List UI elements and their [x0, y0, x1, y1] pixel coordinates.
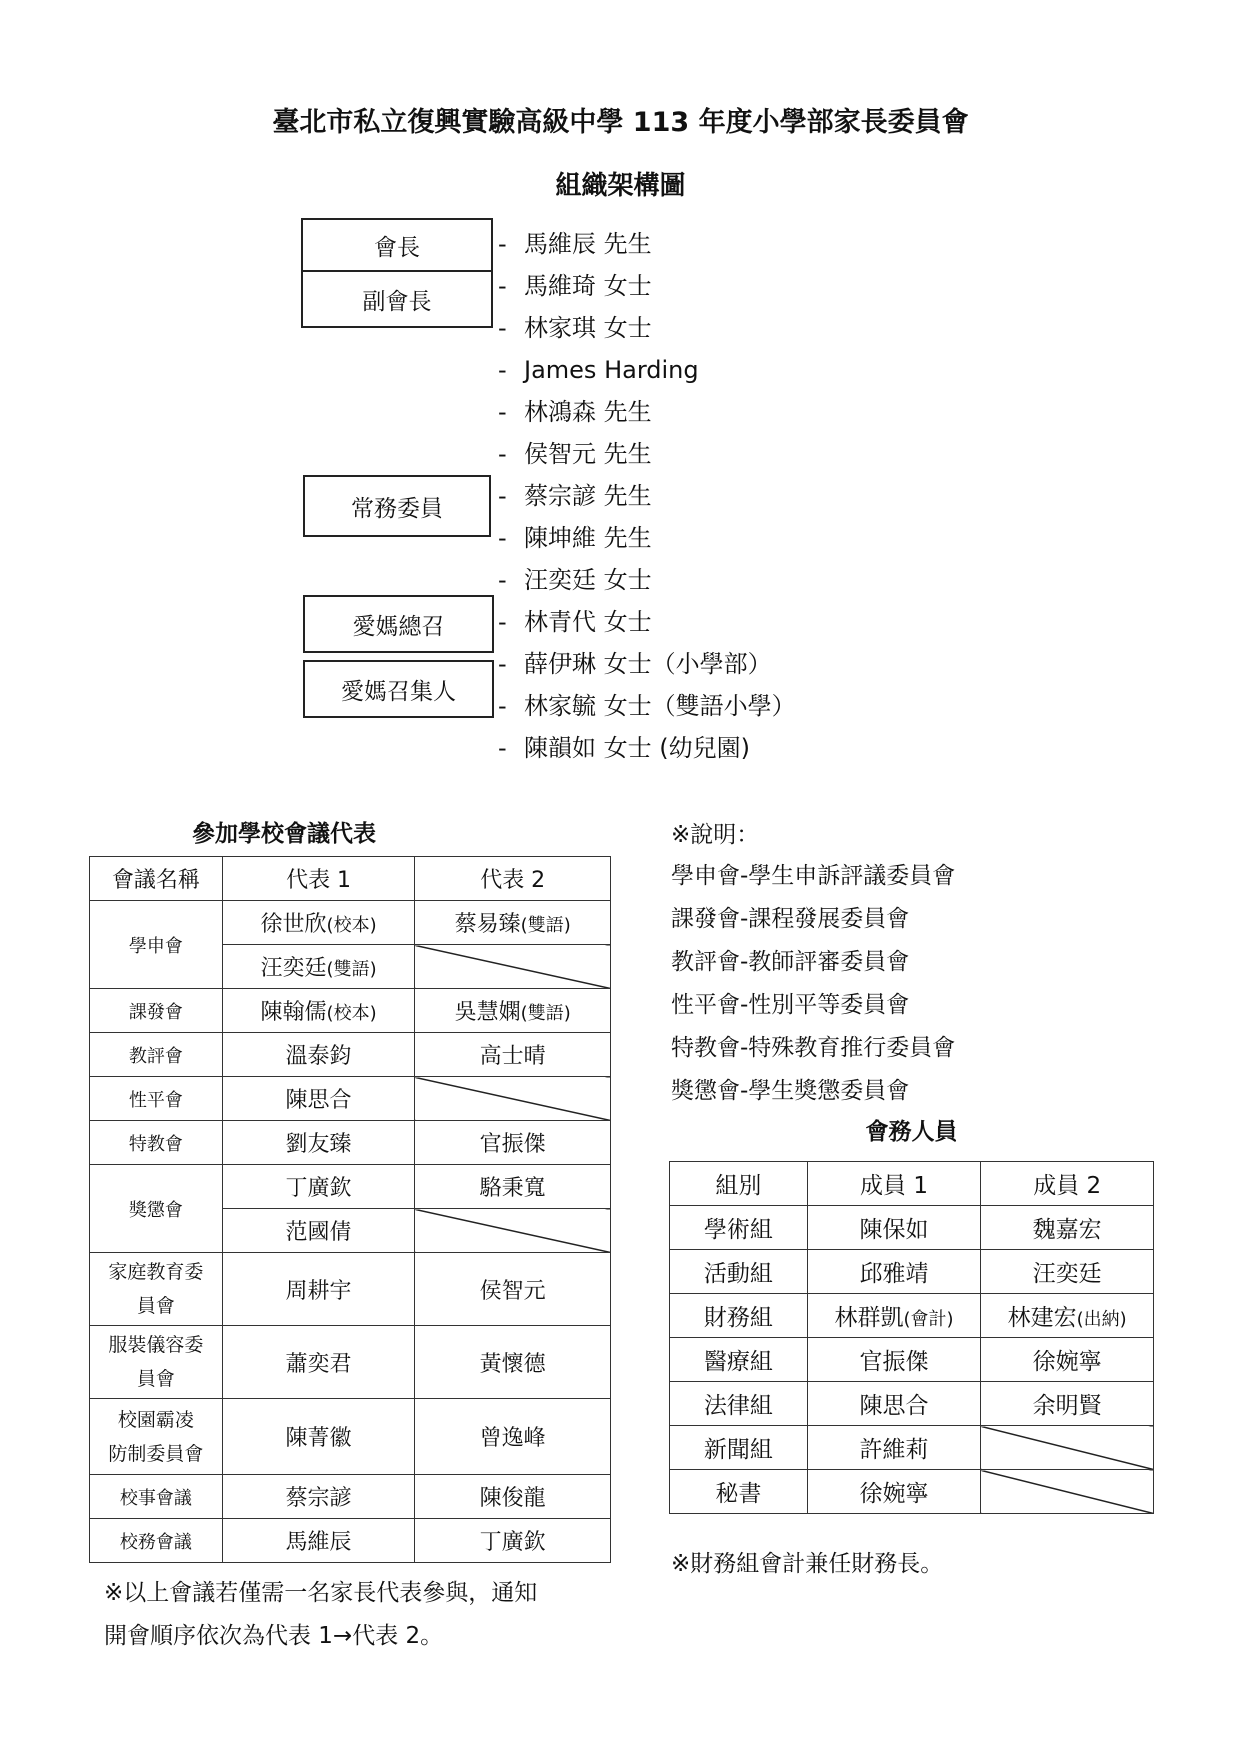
list-item: - 陳坤維 先生: [498, 524, 652, 552]
rep1-cell: 范國倩: [222, 1209, 415, 1253]
table-row: [670, 1294, 1154, 1338]
rep2-cell: 侯智元: [415, 1253, 611, 1326]
rep2-cell: 官振傑: [415, 1121, 611, 1165]
rep2-cell: 黃懷德: [415, 1326, 611, 1399]
role-label: 會長: [374, 234, 420, 261]
member1-cell: 林群凱(會計): [807, 1294, 981, 1338]
group-cell: 醫療組: [670, 1338, 808, 1382]
rep1-cell: 溫泰鈞: [222, 1033, 415, 1077]
table-row: [670, 1382, 1154, 1426]
meetings-note: [104, 1572, 537, 1658]
rep1-cell: 蔡宗諺: [222, 1475, 415, 1519]
meeting-name: 性平會: [90, 1077, 223, 1121]
member2-cell: 汪奕廷: [981, 1250, 1154, 1294]
member-name: 陳坤維 先生: [524, 524, 652, 552]
member-name: 薛伊琳 女士（小學部）: [524, 650, 772, 678]
list-item: - 林家毓 女士（雙語小學）: [498, 692, 796, 720]
list-item: - 馬維辰 先生: [498, 230, 652, 258]
list-item: - 馬維琦 女士: [498, 272, 652, 300]
header-cell: 成員 1: [807, 1162, 981, 1206]
rep1-cell: 徐世欣(校本): [222, 901, 415, 945]
table-header-row: [90, 857, 611, 901]
role-label: 常務委員: [351, 495, 443, 522]
meeting-name: 家庭教育委 員會: [90, 1253, 223, 1326]
role-label: 愛媽總召: [352, 613, 445, 640]
note-line: ※以上會議若僅需一名家長代表參與，通知: [104, 1580, 538, 1606]
list-item: - 薛伊琳 女士（小學部）: [498, 650, 772, 678]
group-cell: 活動組: [670, 1250, 808, 1294]
group-cell: 財務組: [670, 1294, 808, 1338]
group-cell: 學術組: [670, 1206, 808, 1250]
member-name: James Harding: [524, 356, 699, 384]
member1-cell: 陳思合: [807, 1382, 981, 1426]
table-row: [90, 1121, 611, 1165]
member-name: 林家毓 女士（雙語小學）: [524, 692, 796, 720]
rep1-cell: 汪奕廷(雙語): [222, 945, 415, 989]
rep1-cell: 陳翰儒(校本): [222, 989, 415, 1033]
role-box-volunteer-convener: [303, 660, 494, 718]
meeting-name: 特教會: [90, 1121, 223, 1165]
member-list: [498, 223, 796, 769]
explanation-title: ※說明：: [671, 822, 760, 848]
member1-cell: 邱雅靖: [807, 1250, 981, 1294]
meeting-name: 校園霸凌 防制委員會: [90, 1399, 223, 1475]
table-row: [90, 1519, 611, 1563]
table-row: [90, 1077, 611, 1121]
list-item: - 林鴻森 先生: [498, 398, 652, 426]
rep2-cell: 高士晴: [415, 1033, 611, 1077]
list-item: - 蔡宗諺 先生: [498, 482, 652, 510]
list-item: - 陳韻如 女士 (幼兒園): [498, 734, 750, 762]
rep1-cell: 蕭奕君: [222, 1326, 415, 1399]
table-row: [90, 1326, 611, 1399]
group-cell: 秘書: [670, 1470, 808, 1514]
meeting-name: 服裝儀容委 員會: [90, 1326, 223, 1399]
table-row: [670, 1426, 1154, 1470]
table-row: [670, 1250, 1154, 1294]
header-cell: 成員 2: [981, 1162, 1154, 1206]
note-line: 開會順序依次為代表 1→代表 2。: [104, 1623, 444, 1649]
header-cell: 會議名稱: [90, 857, 223, 901]
rep2-cell: 吳慧嫻(雙語): [415, 989, 611, 1033]
rep1-cell: 周耕宇: [222, 1253, 415, 1326]
page-subtitle: 組織架構圖: [555, 171, 686, 201]
table-row: [90, 1475, 611, 1519]
member1-cell: 陳保如: [807, 1206, 981, 1250]
empty-cell: [415, 1077, 611, 1121]
meeting-name: 課發會: [90, 989, 223, 1033]
table-row: [670, 1338, 1154, 1382]
table-header-row: [670, 1162, 1154, 1206]
table-row: [90, 1033, 611, 1077]
meeting-name: 學申會: [90, 901, 223, 989]
list-item: - 侯智元 先生: [498, 440, 652, 468]
member-name: 林鴻森 先生: [524, 398, 652, 426]
table-row: [90, 901, 611, 945]
rep1-cell: 陳菁徽: [222, 1399, 415, 1475]
member-name: 陳韻如 女士 (幼兒園): [524, 734, 750, 762]
list-item: 特教會-特殊教育推行委員會: [671, 1035, 956, 1061]
member2-cell: 林建宏(出納): [981, 1294, 1154, 1338]
meeting-table: [89, 856, 611, 1563]
table-row: [670, 1206, 1154, 1250]
header-cell: 代表 2: [415, 857, 611, 901]
member-name: 林家琪 女士: [524, 314, 652, 342]
explanation-list: [671, 815, 955, 1113]
meetings-title: 參加學校會議代表: [192, 821, 376, 847]
rep1-cell: 陳思合: [222, 1077, 415, 1121]
table-row: [90, 989, 611, 1033]
member-name: 侯智元 先生: [524, 440, 652, 468]
table-row: [90, 1165, 611, 1209]
rep1-cell: 馬維辰: [222, 1519, 415, 1563]
page-title: 臺北市私立復興實驗高級中學 113 年度小學部家長委員會: [272, 107, 969, 138]
staff-title: 會務人員: [865, 1119, 958, 1145]
list-item: 教評會-教師評審委員會: [671, 949, 910, 975]
member-name: 林青代 女士: [524, 608, 652, 636]
member-name: 馬維辰 先生: [524, 230, 652, 258]
member1-cell: 許維莉: [807, 1426, 981, 1470]
role-box-president: [301, 218, 493, 272]
rep2-cell: 陳俊龍: [415, 1475, 611, 1519]
list-item: 學申會-學生申訴評議委員會: [671, 863, 956, 889]
role-label: 愛媽召集人: [341, 678, 456, 705]
member2-cell: 魏嘉宏: [981, 1206, 1154, 1250]
rep1-cell: 劉友臻: [222, 1121, 415, 1165]
empty-cell: [415, 945, 611, 989]
header-cell: 代表 1: [222, 857, 415, 901]
member1-cell: 官振傑: [807, 1338, 981, 1382]
rep2-cell: 蔡易臻(雙語): [415, 901, 611, 945]
staff-note: ※財務組會計兼任財務長。: [671, 1551, 944, 1577]
group-cell: 新聞組: [670, 1426, 808, 1470]
empty-cell: [981, 1426, 1154, 1470]
role-box-volunteer-head: [303, 595, 494, 653]
group-cell: 法律組: [670, 1382, 808, 1426]
header-cell: 組別: [670, 1162, 808, 1206]
table-row: [90, 1399, 611, 1475]
rep2-cell: 曾逸峰: [415, 1399, 611, 1475]
rep2-cell: 丁廣欽: [415, 1519, 611, 1563]
role-box-vice-president: [301, 270, 493, 328]
table-row: [90, 1253, 611, 1326]
member-name: 馬維琦 女士: [524, 272, 652, 300]
member-name: 蔡宗諺 先生: [524, 482, 652, 510]
meeting-name: 獎懲會: [90, 1165, 223, 1253]
list-item: 獎懲會-學生獎懲委員會: [671, 1078, 910, 1104]
staff-table: [669, 1161, 1154, 1514]
meeting-name: 教評會: [90, 1033, 223, 1077]
meeting-name: 校務會議: [90, 1519, 223, 1563]
meeting-name: 校事會議: [90, 1475, 223, 1519]
member1-cell: 徐婉寧: [807, 1470, 981, 1514]
member-name: 汪奕廷 女士: [524, 566, 652, 594]
list-item: - 林青代 女士: [498, 608, 652, 636]
empty-cell: [415, 1209, 611, 1253]
rep1-cell: 丁廣欽: [222, 1165, 415, 1209]
rep2-cell: 駱秉寬: [415, 1165, 611, 1209]
list-item: 性平會-性別平等委員會: [671, 992, 910, 1018]
member2-cell: 余明賢: [981, 1382, 1154, 1426]
list-item: - 汪奕廷 女士: [498, 566, 652, 594]
member2-cell: 徐婉寧: [981, 1338, 1154, 1382]
list-item: 課發會-課程發展委員會: [671, 906, 910, 932]
role-label: 副會長: [362, 288, 432, 315]
empty-cell: [981, 1470, 1154, 1514]
table-row: [670, 1470, 1154, 1514]
list-item: - 林家琪 女士: [498, 314, 652, 342]
list-item: - James Harding: [498, 356, 699, 384]
role-box-standing-committee: [303, 475, 491, 537]
